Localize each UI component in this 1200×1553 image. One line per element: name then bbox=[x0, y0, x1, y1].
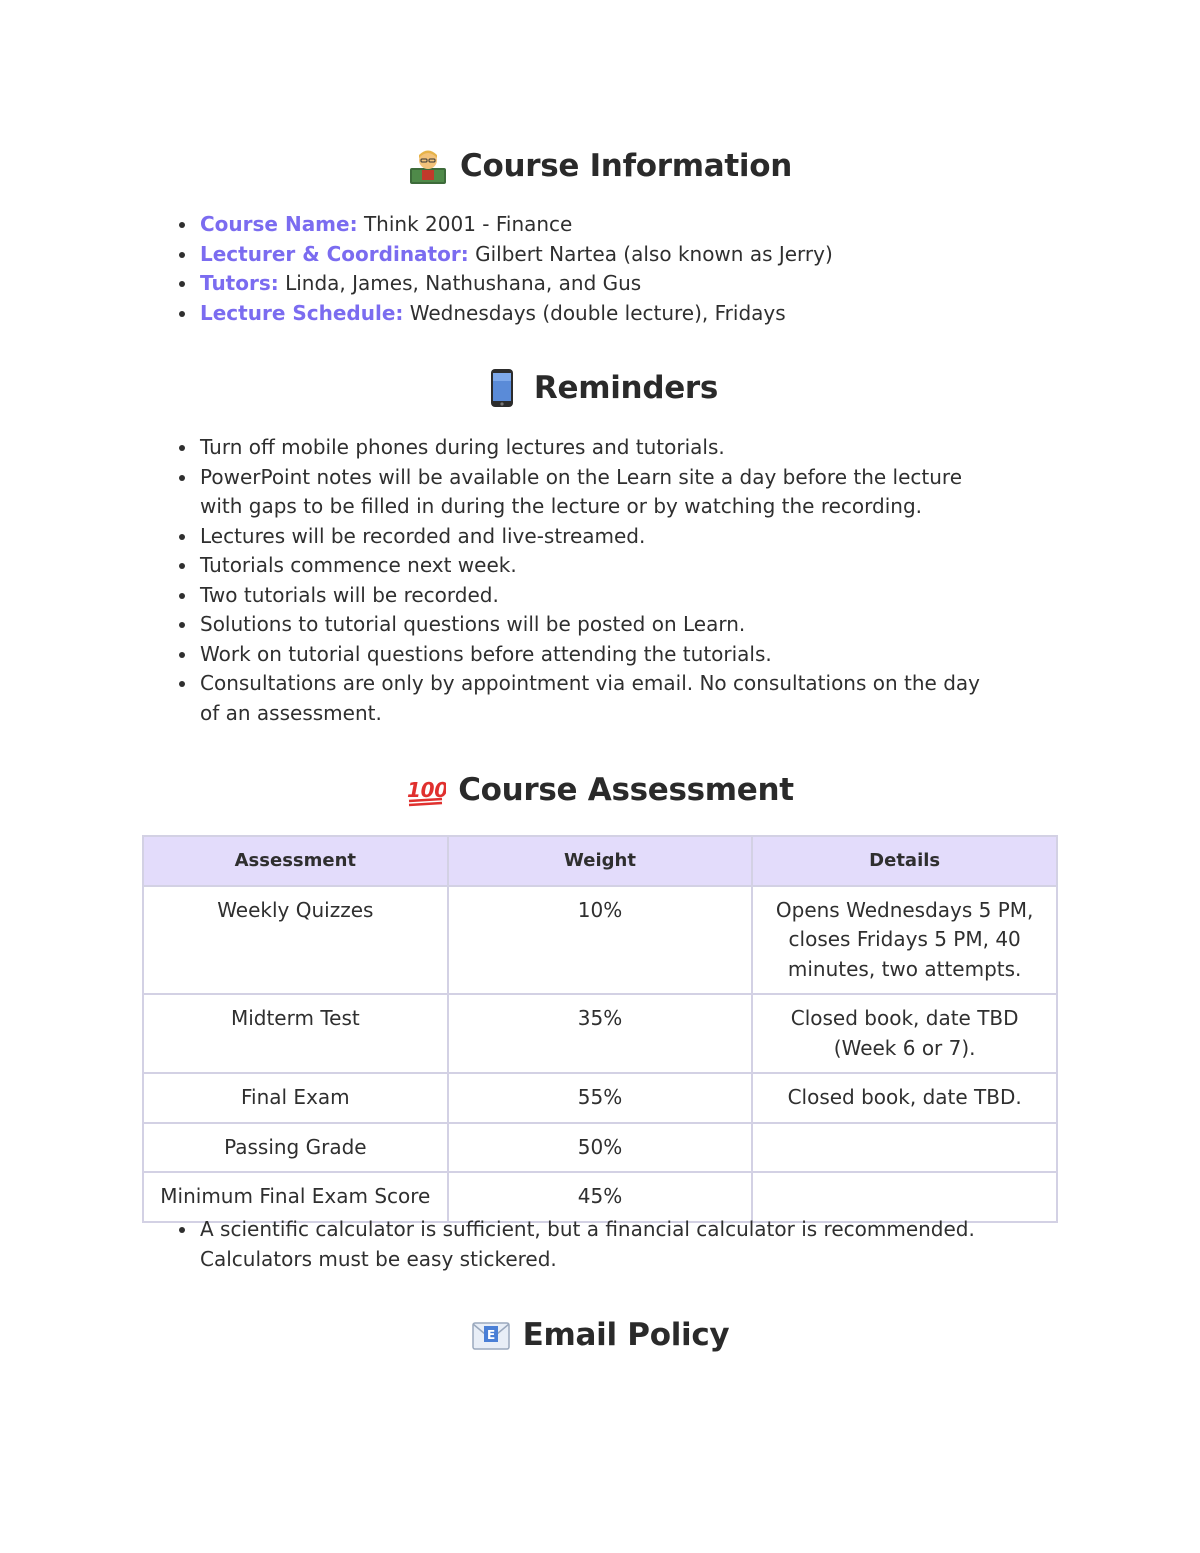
email-policy-heading bbox=[0, 1313, 1200, 1357]
section-title-text: Email Policy bbox=[522, 1317, 730, 1353]
section-title-text: Course Information bbox=[460, 148, 792, 184]
assessment-notes-list bbox=[170, 1215, 1000, 1274]
weight-cell: 10% bbox=[448, 886, 753, 995]
course-info-value: Think 2001 - Finance bbox=[363, 212, 573, 236]
column-header-assessment: Assessment bbox=[143, 836, 448, 886]
section-title-text: Course Assessment bbox=[458, 772, 794, 808]
reminder-item: Tutorials commence next week. bbox=[170, 551, 990, 581]
course-info-heading bbox=[0, 144, 1200, 188]
assessment-heading bbox=[0, 768, 1200, 812]
reminder-item: PowerPoint notes will be available on the Learn site a day before the lecture with gaps to be filled in during the lecture or by watching the recording. bbox=[170, 463, 990, 522]
weight-cell: 50% bbox=[448, 1123, 753, 1173]
reminder-item: Two tutorials will be recorded. bbox=[170, 581, 990, 611]
course-info-value: Wednesdays (double lecture), Fridays bbox=[409, 300, 786, 325]
weight-cell: 45% bbox=[448, 1172, 753, 1222]
details-cell: Closed book, date TBD. bbox=[752, 1073, 1057, 1123]
reminders-heading bbox=[0, 366, 1200, 410]
course-info-item bbox=[170, 269, 1030, 299]
reminder-item: Consultations are only by appointment via email. No consultations on the day of an assessment. bbox=[170, 669, 990, 728]
table-row bbox=[143, 1123, 1057, 1173]
course-info-item bbox=[170, 240, 1030, 270]
course-info-label: Lecturer & Coordinator: bbox=[200, 241, 469, 266]
course-info-label: Tutors: bbox=[200, 271, 279, 295]
assessment-name-cell: Passing Grade bbox=[143, 1123, 448, 1173]
mobile-phone-icon bbox=[482, 368, 522, 408]
course-info-value: Linda, James, Nathushana, and Gus bbox=[285, 271, 642, 295]
table-row bbox=[143, 994, 1057, 1073]
course-info-label: Course Name: bbox=[200, 212, 358, 236]
reminders-list bbox=[170, 433, 990, 728]
email-icon bbox=[471, 1315, 511, 1355]
assessment-note-item: A scientific calculator is sufficient, but a financial calculator is recommended. Calculators must be easy stickered. bbox=[170, 1215, 1000, 1274]
course-info-value: Gilbert Nartea (also known as Jerry) bbox=[475, 241, 833, 266]
svg-text:E: E bbox=[486, 1328, 495, 1342]
reminder-item: Lectures will be recorded and live-streamed. bbox=[170, 522, 990, 552]
assessment-name-cell: Minimum Final Exam Score bbox=[143, 1172, 448, 1222]
column-header-weight: Weight bbox=[448, 836, 753, 886]
table-row bbox=[143, 1073, 1057, 1123]
svg-text:100: 100 bbox=[407, 778, 447, 802]
details-cell: Closed book, date TBD (Week 6 or 7). bbox=[752, 994, 1057, 1073]
course-info-item bbox=[170, 299, 1030, 329]
table-row bbox=[143, 886, 1057, 995]
table-header-row bbox=[143, 836, 1057, 886]
course-info-list bbox=[170, 210, 1030, 328]
course-info-item bbox=[170, 210, 1030, 240]
reminder-item: Work on tutorial questions before attending the tutorials. bbox=[170, 640, 990, 670]
column-header-details: Details bbox=[752, 836, 1057, 886]
assessment-name-cell: Weekly Quizzes bbox=[143, 886, 448, 995]
weight-cell: 55% bbox=[448, 1073, 753, 1123]
details-cell: Opens Wednesdays 5 PM, closes Fridays 5 PM, 40 minutes, two attempts. bbox=[752, 886, 1057, 995]
teacher-icon bbox=[408, 146, 448, 186]
weight-cell: 35% bbox=[448, 994, 753, 1073]
assessment-name-cell: Final Exam bbox=[143, 1073, 448, 1123]
reminder-item: Turn off mobile phones during lectures and tutorials. bbox=[170, 433, 990, 463]
course-info-label: Lecture Schedule: bbox=[200, 300, 404, 325]
section-title-text: Reminders bbox=[533, 370, 719, 406]
assessment-name-cell: Midterm Test bbox=[143, 994, 448, 1073]
details-cell bbox=[752, 1123, 1057, 1173]
assessment-table bbox=[142, 835, 1058, 1223]
reminder-item: Solutions to tutorial questions will be posted on Learn. bbox=[170, 610, 990, 640]
hundred-points-icon bbox=[406, 770, 446, 810]
